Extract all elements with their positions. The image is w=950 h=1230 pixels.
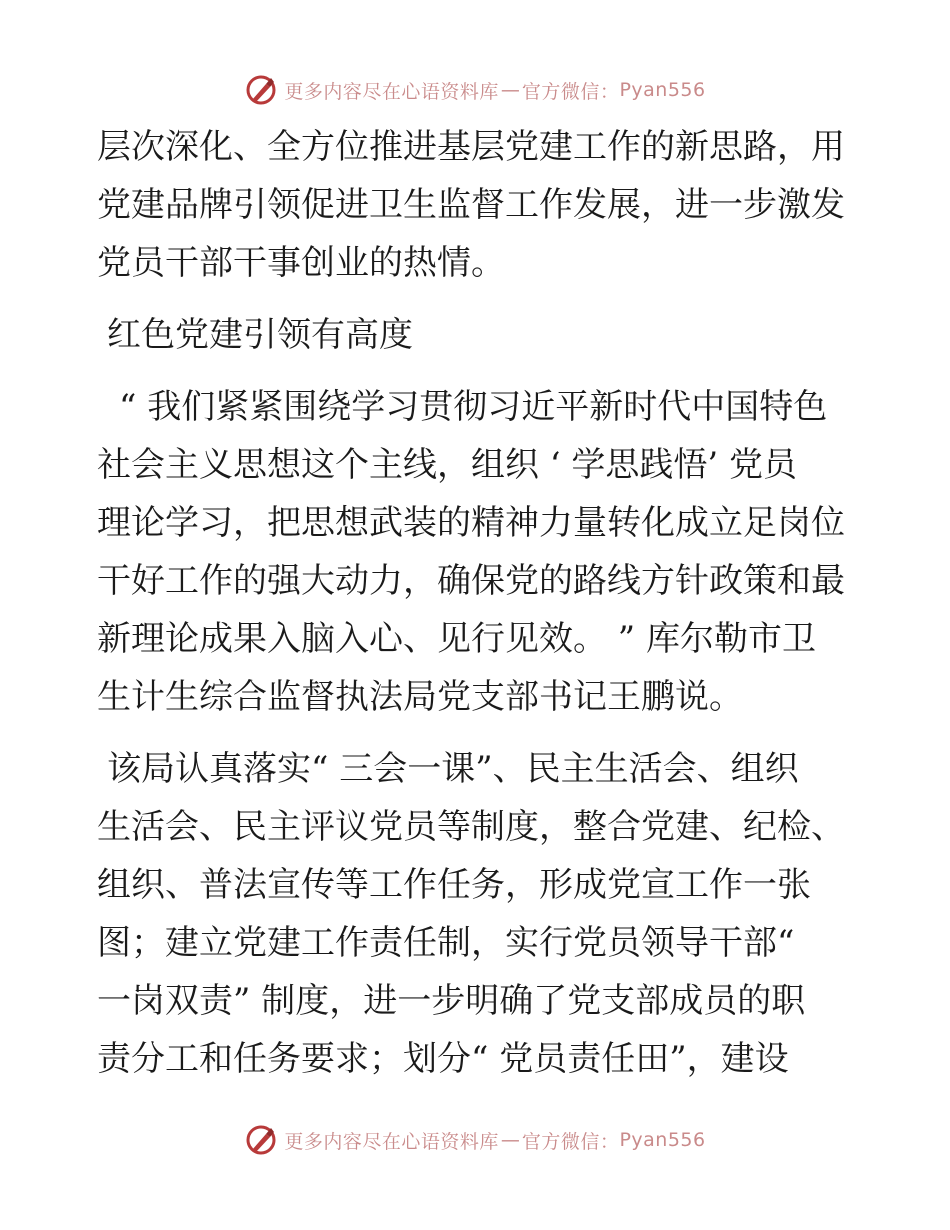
text-line: 图；建立党建工作责任制，实行党员领导干部“ — [97, 923, 795, 963]
watermark-wechat-label: 官方微信： — [521, 1130, 620, 1153]
watermark-separator: — — [500, 1129, 520, 1151]
text-line: 党建品牌引领促进卫生监督工作发展，进一步激发 — [97, 185, 845, 225]
text-line: 组织、普法宣传等工作任务，形成党宣工作一张 — [97, 865, 811, 905]
text-line: 生计生综合监督执法局党支部书记王鹏说。 — [97, 677, 743, 717]
paragraph-2 — [97, 378, 857, 726]
paragraph-3 — [97, 740, 857, 1088]
section-heading — [97, 306, 857, 364]
pen-logo-icon — [244, 73, 278, 107]
paragraph-1 — [97, 118, 857, 292]
document-body — [97, 118, 857, 1088]
watermark-text: 更多内容尽在心语资料库 — [284, 80, 499, 103]
text-line: 社会主义思想这个主线，组织 ‘ 学思践悟’ 党员 — [97, 445, 798, 485]
text-line: 党员干部干事创业的热情。 — [97, 243, 505, 283]
text-line: 生活会、民主评议党员等制度，整合党建、纪检、 — [97, 807, 845, 847]
watermark-separator: — — [500, 79, 520, 101]
header-watermark — [0, 70, 950, 110]
watermark-text: 更多内容尽在心语资料库 — [284, 1130, 499, 1153]
watermark-wechat-id: Pyan556 — [619, 1129, 706, 1151]
text-line: 新理论成果入脑入心、见行见效。 ” 库尔勒市卫 — [97, 619, 816, 659]
text-line: 干好工作的强大动力，确保党的路线方针政策和最 — [97, 561, 845, 601]
heading-text: 红色党建引领有高度 — [107, 315, 413, 355]
text-line: “ 我们紧紧围绕学习贯彻习近平新时代中国特色 — [119, 387, 828, 427]
watermark-wechat-label: 官方微信： — [521, 80, 620, 103]
text-line: 理论学习，把思想武装的精神力量转化成立足岗位 — [97, 503, 845, 543]
text-line: 责分工和任务要求；划分“ 党员责任田”，建设 — [97, 1039, 789, 1079]
watermark-wechat-id: Pyan556 — [619, 79, 706, 101]
footer-watermark — [0, 1120, 950, 1160]
pen-logo-icon — [244, 1123, 278, 1157]
text-line: 一岗双责” 制度，进一步明确了党支部成员的职 — [97, 981, 806, 1021]
text-line: 层次深化、全方位推进基层党建工作的新思路，用 — [97, 127, 845, 167]
text-line: 该局认真落实“ 三会一课”、民主生活会、组织 — [107, 749, 799, 789]
